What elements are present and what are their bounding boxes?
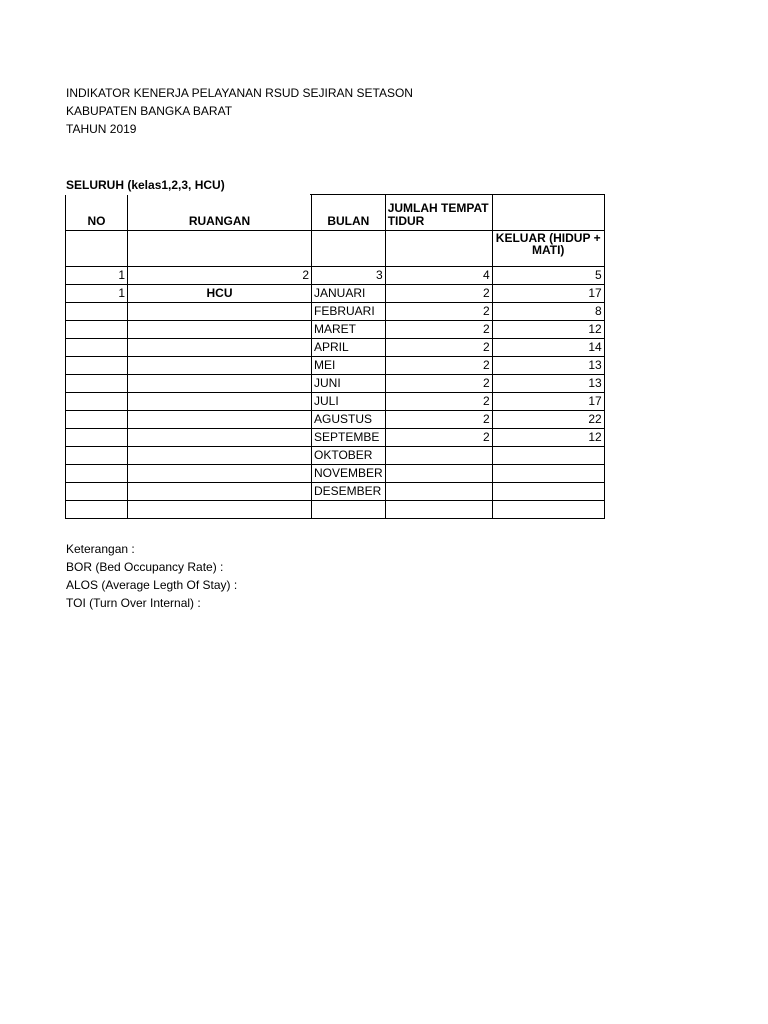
cell-keluar: 12: [492, 429, 604, 447]
col-header-blank: [492, 195, 604, 231]
cell-no: [66, 321, 128, 339]
toi-label: TOI (Turn Over Internal) :: [66, 596, 201, 610]
table-row: [66, 411, 605, 429]
cell-tempat-tidur: [385, 447, 492, 465]
cell-ruangan: [128, 393, 312, 411]
index-cell: 2: [128, 267, 312, 285]
cell-tempat-tidur: 2: [385, 339, 492, 357]
cell-tempat-tidur: [385, 465, 492, 483]
report-regency: KABUPATEN BANGKA BARAT: [66, 104, 233, 118]
cell-tempat-tidur: 2: [385, 357, 492, 375]
cell-no: [66, 393, 128, 411]
cell-ruangan: [128, 429, 312, 447]
cell-no: [66, 339, 128, 357]
cell-keluar: 13: [492, 357, 604, 375]
cell-no: [66, 357, 128, 375]
cell-no: [66, 375, 128, 393]
cell-no: 1: [66, 285, 128, 303]
bor-label: BOR (Bed Occupancy Rate) :: [66, 560, 224, 574]
index-cell: 5: [492, 267, 604, 285]
subheader-cell: [385, 231, 492, 267]
table-row: [66, 393, 605, 411]
cell-no: [66, 483, 128, 501]
cell-keluar: [492, 483, 604, 501]
cell-no: [66, 447, 128, 465]
table-row: [66, 465, 605, 483]
subheader-cell: [312, 231, 386, 267]
subheader-cell: [66, 231, 128, 267]
cell-bulan: [312, 501, 386, 519]
table-row: [66, 357, 605, 375]
table-row: [66, 483, 605, 501]
index-cell: 4: [385, 267, 492, 285]
cell-bulan: SEPTEMBE: [312, 429, 386, 447]
cell-ruangan: [128, 465, 312, 483]
indicator-table: [65, 194, 605, 519]
cell-tempat-tidur: [385, 501, 492, 519]
cell-ruangan: [128, 375, 312, 393]
cell-no: [66, 501, 128, 519]
alos-label: ALOS (Average Legth Of Stay) :: [66, 578, 238, 592]
report-year: TAHUN 2019: [66, 122, 137, 136]
cell-bulan: MEI: [312, 357, 386, 375]
col-header-no: NO: [66, 195, 128, 231]
cell-keluar: 13: [492, 375, 604, 393]
cell-ruangan: [128, 357, 312, 375]
table-header-row: [66, 195, 605, 231]
subheader-cell: [128, 231, 312, 267]
col-header-bulan: BULAN: [312, 195, 386, 231]
table-row: [66, 339, 605, 357]
cell-ruangan: [128, 321, 312, 339]
cell-tempat-tidur: 2: [385, 375, 492, 393]
cell-keluar: 17: [492, 285, 604, 303]
cell-tempat-tidur: 2: [385, 411, 492, 429]
col-header-ruangan: RUANGAN: [128, 195, 312, 231]
cell-bulan: JANUARI: [312, 285, 386, 303]
cell-keluar: 12: [492, 321, 604, 339]
table-row: [66, 321, 605, 339]
index-cell: 3: [312, 267, 386, 285]
cell-keluar: 17: [492, 393, 604, 411]
cell-bulan: DESEMBER: [312, 483, 386, 501]
cell-no: [66, 429, 128, 447]
cell-ruangan: [128, 339, 312, 357]
cell-ruangan: [128, 501, 312, 519]
cell-ruangan: HCU: [128, 285, 312, 303]
cell-keluar: 14: [492, 339, 604, 357]
col-header-keluar: [492, 231, 604, 267]
cell-no: [66, 465, 128, 483]
cell-tempat-tidur: 2: [385, 393, 492, 411]
cell-ruangan: [128, 483, 312, 501]
cell-bulan: FEBRUARI: [312, 303, 386, 321]
cell-no: [66, 411, 128, 429]
section-title: SELURUH (kelas1,2,3, HCU): [66, 178, 225, 192]
table-row: [66, 429, 605, 447]
cell-keluar: [492, 465, 604, 483]
cell-ruangan: [128, 411, 312, 429]
cell-tempat-tidur: [385, 483, 492, 501]
cell-bulan: APRIL: [312, 339, 386, 357]
cell-tempat-tidur: 2: [385, 285, 492, 303]
cell-bulan: JUNI: [312, 375, 386, 393]
keterangan-label: Keterangan :: [66, 542, 135, 556]
cell-bulan: MARET: [312, 321, 386, 339]
table-row: [66, 447, 605, 465]
table-row: [66, 303, 605, 321]
column-index-row: [66, 267, 605, 285]
cell-keluar: [492, 447, 604, 465]
cell-bulan: AGUSTUS: [312, 411, 386, 429]
col-header-jumlah-tempat-tidur: [385, 195, 492, 231]
cell-ruangan: [128, 303, 312, 321]
cell-keluar: 22: [492, 411, 604, 429]
table-row: [66, 375, 605, 393]
col-header-keluar-text: KELUAR (HIDUP + MATI): [495, 231, 601, 257]
cell-no: [66, 303, 128, 321]
report-title: INDIKATOR KENERJA PELAYANAN RSUD SEJIRAN SETASON: [66, 86, 413, 100]
cell-bulan: JULI: [312, 393, 386, 411]
cell-tempat-tidur: 2: [385, 429, 492, 447]
cell-keluar: 8: [492, 303, 604, 321]
table-row: [66, 285, 605, 303]
col-header-jumlah-tempat-tidur-text: JUMLAH TEMPAT TIDUR: [387, 201, 489, 228]
cell-bulan: NOVEMBER: [312, 465, 386, 483]
cell-keluar: [492, 501, 604, 519]
index-cell: 1: [66, 267, 128, 285]
cell-bulan: OKTOBER: [312, 447, 386, 465]
table-row: [66, 501, 605, 519]
cell-ruangan: [128, 447, 312, 465]
table-subheader-row: [66, 231, 605, 267]
cell-tempat-tidur: 2: [385, 303, 492, 321]
cell-tempat-tidur: 2: [385, 321, 492, 339]
